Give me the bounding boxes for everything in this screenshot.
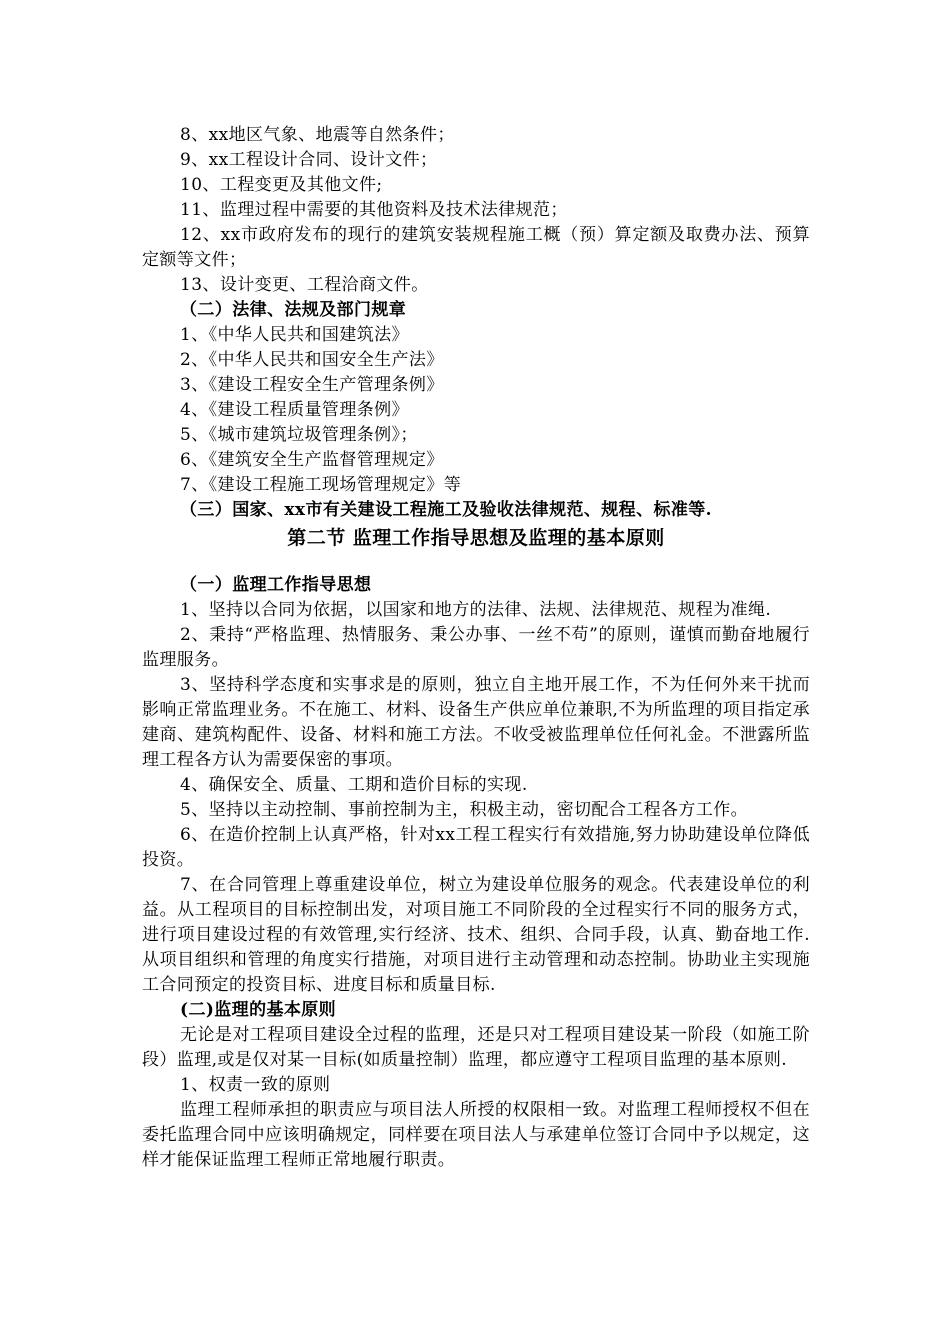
list-item: 3、《建设工程安全生产管理条例》 xyxy=(180,375,444,395)
list-item: 7、《建设工程施工现场管理规定》等 xyxy=(180,475,462,495)
subheading-laws: （二）法律、法规及部门规章 xyxy=(180,300,407,320)
paragraph: 2、秉持“严格监理、热情服务、秉公办事、一丝不苟”的原则，谨慎而勤奋地履行监理服务。 xyxy=(142,625,810,670)
subheading-basic-principles: (二)监理的基本原则 xyxy=(180,1000,337,1020)
paragraph: 4、确保安全、质量、工期和造价目标的实现. xyxy=(180,775,528,795)
paragraph: 6、在造价控制上认真严格，针对xx工程工程实行有效措施,努力协助建设单位降低投资。 xyxy=(142,825,810,870)
spacer xyxy=(142,553,810,573)
list-item: 6、《建筑安全生产监督管理规定》 xyxy=(180,450,444,470)
list-item: 13、设计变更、工程洽商文件。 xyxy=(180,275,429,295)
list-item: 9、xx工程设计合同、设计文件； xyxy=(180,150,438,170)
list-item: 2、《中华人民共和国安全生产法》 xyxy=(180,350,444,370)
paragraph: 3、坚持科学态度和实事求是的原则，独立自主地开展工作，不为任何外来干扰而影响正常监理业务。不在施工、材料、设备生产供应单位兼职,不为所监理的项目指定承建商、建筑构配件、设备、材料和施工方法。不收受被监理单位任何礼金。不泄露所监理工程各方认为需要保密的事项。 xyxy=(142,675,810,770)
paragraph: 5、坚持以主动控制、事前控制为主，积极主动，密切配合工程各方工作。 xyxy=(180,800,749,820)
subheading-guiding-ideas: （一）监理工作指导思想 xyxy=(180,575,372,595)
list-item: 1、《中华人民共和国建筑法》 xyxy=(180,325,409,345)
paragraph: 无论是对工程项目建设全过程的监理，还是只对工程项目建设某一阶段（如施工阶段）监理,或是仅对某一目标(如质量控制）监理，都应遵守工程项目监理的基本原则. xyxy=(142,1025,810,1070)
paragraph: 1、坚持以合同为依据，以国家和地方的法律、法规、法律规范、规程为准绳. xyxy=(180,600,772,620)
list-item: 8、xx地区气象、地震等自然条件； xyxy=(180,125,455,145)
list-item: 5、《城市建筑垃圾管理条例》； xyxy=(180,425,418,445)
document-page xyxy=(142,123,810,1173)
list-item: 11、监理过程中需要的其他资料及技术法律规范； xyxy=(180,200,568,220)
subheading-standards: （三）国家、xx市有关建设工程施工及验收法律规范、规程、标准等. xyxy=(180,500,712,520)
paragraph: 1、权责一致的原则 xyxy=(180,1075,331,1095)
section-title: 第二节 监理工作指导思想及监理的基本原则 xyxy=(287,527,665,549)
paragraph: 7、在合同管理上尊重建设单位，树立为建设单位服务的观念。代表建设单位的利益。从工程项目的目标控制出发，对项目施工不同阶段的全过程实行不同的服务方式，进行项目建设过程的有效管理,实行经济、技术、组织、合同手段，认真、勤奋地工作.从项目组织和管理的角度实行措施，对项目进行主动管理和动态控制。协助业主实现施工合同预定的投资目标、进度目标和质量目标. xyxy=(142,875,810,995)
list-item: 10、工程变更及其他文件; xyxy=(180,175,383,195)
paragraph: 监理工程师承担的职责应与项目法人所授的权限相一致。对监理工程师授权不但在委托监理合同中应该明确规定，同样要在项目法人与承建单位签订合同中予以规定，这样才能保证监理工程师正常地履行职责。 xyxy=(142,1100,810,1170)
list-item: 4、《建设工程质量管理条例》 xyxy=(180,400,409,420)
list-item: 12、xx市政府发布的现行的建筑安装规程施工概（预）算定额及取费办法、预算定额等文件； xyxy=(142,225,810,270)
